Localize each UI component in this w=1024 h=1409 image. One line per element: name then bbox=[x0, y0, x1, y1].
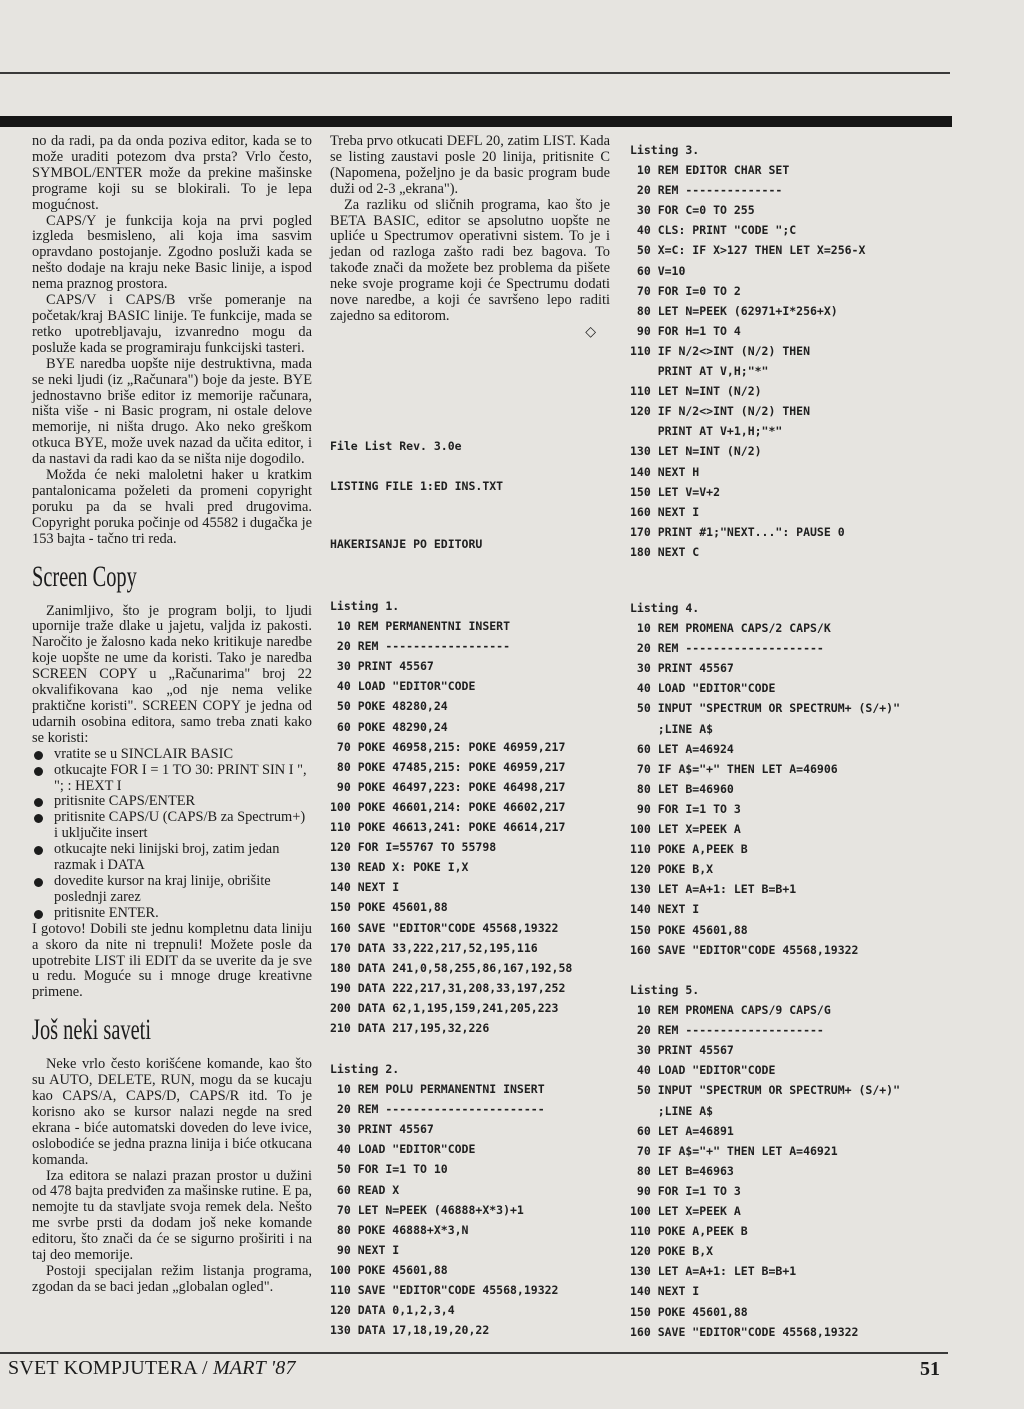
code-line: 130 READ X: POKE I,X bbox=[330, 860, 469, 875]
code-line: 40 LOAD "EDITOR"CODE bbox=[630, 1063, 776, 1078]
code-line: 10 REM EDITOR CHAR SET bbox=[630, 163, 790, 178]
listing-5 bbox=[630, 980, 900, 1342]
code-line: 80 POKE 46888+X*3,N bbox=[330, 1222, 469, 1237]
code-line: 160 SAVE "EDITOR"CODE 45568,19322 bbox=[630, 1324, 859, 1339]
listing-1 bbox=[330, 596, 572, 1038]
code-line: 60 READ X bbox=[330, 1182, 400, 1197]
screen-copy-paragraph: Zanimljivo, što je program bolji, to ljudi upornije traže dlake u jajetu, valjda iz pakosti. Naročito je žalosno kada neko kritikuje naredbe koje uopšte ne ume da koristi. Tako je naredba SCREEN COPY u „Računarima" broj 22 okvalifikovana kao „od nje nema velike praktične koristi". SCREEN COPY je jedna od udarnih osobina editora, samo treba znati kako se koristi: bbox=[32, 602, 312, 746]
list-item: dovedite kursor na kraj linije, obrišite poslednji zarez bbox=[32, 874, 312, 906]
code-line: 180 DATA 241,0,58,255,86,167,192,58 bbox=[330, 960, 573, 975]
listing-1-code bbox=[330, 616, 572, 1038]
listing-5-title: Listing 5. bbox=[630, 983, 700, 997]
hakerisanje-label: HAKERISANJE PO EDITORU bbox=[330, 537, 483, 551]
code-line: 110 POKE A,PEEK B bbox=[630, 842, 748, 857]
code-line: PRINT AT V,H;"*" bbox=[630, 364, 769, 379]
code-line: 130 DATA 17,18,19,20,22 bbox=[330, 1323, 490, 1338]
code-line: 40 LOAD "EDITOR"CODE bbox=[630, 681, 776, 696]
razlika-paragraph: Za razliku od sličnih programa, kao što je BETA BASIC, editor se apsolutno uopšte ne upliće u Spectrumov operativni sistem. To je i jedan od razloga zašto radi bez bagova. To takođe znači da možete bez problema da pišete neke svoje programe koji će Spectrumu dodati nove naredbe, a koji će savršeno lepo raditi zajedno sa editorom. bbox=[330, 196, 610, 324]
defl-paragraph: Treba prvo otkucati DEFL 20, zatim LIST. Kada se listing zaustavi posle 20 linija, pritisnite C (Napomena, poželjno je da basic program bude duži od 2-3 „ekrana"). bbox=[330, 133, 610, 197]
code-line: 100 LET X=PEEK A bbox=[630, 1204, 741, 1219]
listing-2 bbox=[330, 1059, 558, 1340]
issue-date: MART '87 bbox=[212, 1357, 296, 1379]
code-line: 30 PRINT 45567 bbox=[330, 659, 434, 674]
code-line: 10 REM POLU PERMANENTNI INSERT bbox=[330, 1082, 545, 1097]
list-item: otkucajte FOR I = 1 TO 30: PRINT SIN I ", "; : HEXT I bbox=[32, 763, 312, 795]
code-line: 40 CLS: PRINT "CODE ";C bbox=[630, 223, 797, 238]
code-line: 90 FOR I=1 TO 3 bbox=[630, 801, 741, 816]
code-line: 210 DATA 217,195,32,226 bbox=[330, 1020, 490, 1035]
code-line: 170 DATA 33,222,217,52,195,116 bbox=[330, 940, 538, 955]
magazine-name: SVET KOMPJUTERA / bbox=[8, 1357, 213, 1379]
code-line: 120 POKE B,X bbox=[630, 862, 714, 877]
saveti-paragraph-2: Iza editora se nalazi prazan prostor u dužini od 478 bajta predviđen za mašinske rutine. E pa, nemojte tu da stavljate svoja remek dela. Nešto me svrbe prsti da dodam još neke komande editoru, što znači da će se sigurno proširiti i na taj deo memorije. bbox=[32, 1167, 312, 1264]
bye-paragraph: BYE naredba uopšte nije destruktivna, mada se neki ljudi (iz „Računara") boje da jeste. BYE jednostavno briše editor iz memorije računara, ništa više - ni Basic program, ni ostale delove memorije, ni ništa drugo. Ako neko greškom otkuca BYE, može uvek nazad da učita editor, i da nastavi da radi kao da se ništa nije dogodilo. bbox=[32, 355, 312, 468]
code-line: 130 LET A=A+1: LET B=B+1 bbox=[630, 882, 797, 897]
code-line: 40 LOAD "EDITOR"CODE bbox=[330, 1142, 476, 1157]
code-line: 60 POKE 48290,24 bbox=[330, 719, 448, 734]
code-line: 10 REM PERMANENTNI INSERT bbox=[330, 619, 511, 634]
code-line: 120 DATA 0,1,2,3,4 bbox=[330, 1303, 455, 1318]
listing-3-code bbox=[630, 160, 865, 562]
code-line: 140 NEXT I bbox=[630, 1284, 700, 1299]
listing-4-code bbox=[630, 618, 900, 960]
code-line: 140 NEXT H bbox=[630, 464, 700, 479]
saveti-paragraph-3: Postoji specijalan režim listanja programa, zgodan da se baci jedan „globalan ogled". bbox=[32, 1263, 312, 1295]
code-line: 70 FOR I=0 TO 2 bbox=[630, 283, 741, 298]
code-line: 30 PRINT 45567 bbox=[330, 1122, 434, 1137]
code-line: 110 POKE 46613,241: POKE 46614,217 bbox=[330, 820, 566, 835]
file-list-label: File List Rev. 3.0e bbox=[330, 439, 462, 453]
code-line: 150 POKE 45601,88 bbox=[630, 1304, 748, 1319]
code-line: 50 FOR I=1 TO 10 bbox=[330, 1162, 448, 1177]
listing-3-title: Listing 3. bbox=[630, 143, 700, 157]
top-rule bbox=[0, 72, 950, 74]
gotovo-paragraph: I gotovo! Dobili ste jednu kompletnu data liniju a skoro da nite ni trepnuli! Možete posle da upotrebite LIST ili EDIT da se uverite da je sve u redu. Moguće su i mnoge druge kreativne primene. bbox=[32, 920, 312, 1001]
code-line: 80 LET B=46963 bbox=[630, 1163, 734, 1178]
code-line: 70 POKE 46958,215: POKE 46959,217 bbox=[330, 739, 566, 754]
code-line: 140 NEXT I bbox=[330, 880, 400, 895]
code-line: 30 PRINT 45567 bbox=[630, 661, 734, 676]
code-line: 150 POKE 45601,88 bbox=[330, 900, 448, 915]
code-line: 50 INPUT "SPECTRUM OR SPECTRUM+ (S/+)" bbox=[630, 701, 901, 716]
saveti-heading: Još neki saveti bbox=[32, 1013, 151, 1047]
code-line: 120 FOR I=55767 TO 55798 bbox=[330, 840, 497, 855]
column-2 bbox=[330, 133, 610, 1338]
screen-copy-steps bbox=[32, 747, 312, 922]
code-line: 190 DATA 222,217,31,208,33,197,252 bbox=[330, 980, 566, 995]
listing-2-code bbox=[330, 1079, 558, 1340]
code-line: 20 REM -------------- bbox=[630, 183, 783, 198]
code-line: 100 POKE 46601,214: POKE 46602,217 bbox=[330, 799, 566, 814]
caps-y-paragraph: CAPS/Y je funkcija koja na prvi pogled izgleda besmisleno, ali koja ima sasvim opravdano postojanje. Zgodno posluži kada se nešto dodaje na kraju neke Basic linije, a ispod nema praznog prostora. bbox=[32, 212, 312, 293]
end-mark-icon: ◇ bbox=[585, 324, 596, 340]
code-line: 60 V=10 bbox=[630, 263, 686, 278]
list-item: pritisnite ENTER. bbox=[32, 906, 312, 922]
code-line: 90 POKE 46497,223: POKE 46498,217 bbox=[330, 779, 566, 794]
code-line: 160 NEXT I bbox=[630, 504, 700, 519]
code-line: 110 SAVE "EDITOR"CODE 45568,19322 bbox=[330, 1283, 559, 1298]
listing-1-title: Listing 1. bbox=[330, 599, 400, 613]
code-line: 90 FOR I=1 TO 3 bbox=[630, 1183, 741, 1198]
code-line: 80 LET B=46960 bbox=[630, 781, 734, 796]
code-line: 140 NEXT I bbox=[630, 902, 700, 917]
screen-copy-heading: Screen Copy bbox=[32, 559, 137, 593]
code-line: 50 POKE 48280,24 bbox=[330, 699, 448, 714]
code-line: 90 NEXT I bbox=[330, 1242, 400, 1257]
code-line: 10 REM PROMENA CAPS/9 CAPS/G bbox=[630, 1003, 831, 1018]
code-line: 120 IF N/2<>INT (N/2) THEN bbox=[630, 404, 811, 419]
header-bar bbox=[0, 116, 952, 127]
code-line: 20 REM -------------------- bbox=[630, 641, 824, 656]
code-line: 80 POKE 47485,215: POKE 46959,217 bbox=[330, 759, 566, 774]
code-line: 70 IF A$="+" THEN LET A=46906 bbox=[630, 761, 838, 776]
code-line: ;LINE A$ bbox=[630, 721, 714, 736]
list-item: vratite se u SINCLAIR BASIC bbox=[32, 747, 312, 763]
code-line: 80 LET N=PEEK (62971+I*256+X) bbox=[630, 303, 838, 318]
code-line: 130 LET A=A+1: LET B=B+1 bbox=[630, 1264, 797, 1279]
listing-5-code bbox=[630, 1000, 900, 1342]
code-line: 160 SAVE "EDITOR"CODE 45568,19322 bbox=[330, 920, 559, 935]
column-2-prose bbox=[330, 134, 610, 341]
saveti-paragraph-1: Neke vrlo često korišćene komande, kao što su AUTO, DELETE, RUN, mogu da se kucaju kao CAPS/A, CAPS/D, CAPS/R itd. To je korisno ako se kursor nalazi negde na sred ekrana - biće automatski doveden do leve ivice, oslobodiće se jedna prazna linija i biće otkucana komanda. bbox=[32, 1056, 312, 1168]
code-line: 70 LET N=PEEK (46888+X*3)+1 bbox=[330, 1202, 524, 1217]
code-line: 200 DATA 62,1,195,159,241,205,223 bbox=[330, 1000, 559, 1015]
listing-2-title: Listing 2. bbox=[330, 1062, 400, 1076]
code-line: 170 PRINT #1;"NEXT...": PAUSE 0 bbox=[630, 524, 845, 539]
code-line: 20 REM ----------------------- bbox=[330, 1102, 545, 1117]
listing-4 bbox=[630, 598, 900, 960]
list-item: pritisnite CAPS/ENTER bbox=[32, 794, 312, 810]
code-line: 100 LET X=PEEK A bbox=[630, 822, 741, 837]
code-line: 130 LET N=INT (N/2) bbox=[630, 444, 762, 459]
list-item: otkucajte neki linijski broj, zatim jedan razmak i DATA bbox=[32, 842, 312, 874]
code-line: 150 LET V=V+2 bbox=[630, 484, 721, 499]
code-line: 160 SAVE "EDITOR"CODE 45568,19322 bbox=[630, 942, 859, 957]
footer-magazine bbox=[8, 1357, 296, 1380]
code-line: 60 LET A=46891 bbox=[630, 1123, 734, 1138]
code-line: ;LINE A$ bbox=[630, 1103, 714, 1118]
code-line: 90 FOR H=1 TO 4 bbox=[630, 323, 741, 338]
code-line: 110 IF N/2<>INT (N/2) THEN bbox=[630, 343, 811, 358]
code-line: 20 REM -------------------- bbox=[630, 1023, 824, 1038]
code-line: 10 REM PROMENA CAPS/2 CAPS/K bbox=[630, 621, 831, 636]
code-line: 70 IF A$="+" THEN LET A=46921 bbox=[630, 1143, 838, 1158]
code-line: 30 FOR C=0 TO 255 bbox=[630, 203, 755, 218]
footer-rule bbox=[0, 1352, 948, 1354]
code-line: 180 NEXT C bbox=[630, 544, 700, 559]
intro-paragraph: no da radi, pa da onda poziva editor, kada se to može uraditi potezom dva prsta? Vrlo često, SYMBOL/ENTER može da prekine mašinske programe koji su se blokirali. To je lepa mogućnost. bbox=[32, 133, 312, 213]
hacker-paragraph: Možda će neki maloletni haker u kratkim pantalonicama poželeti da promeni copyright poruku pa da se hvali pred drugovima. Copyright poruka počinje od 45582 i dugačka je 153 bajta - tačno tri reda. bbox=[32, 467, 312, 547]
listing-3 bbox=[630, 140, 865, 562]
code-line: 50 X=C: IF X>127 THEN LET X=256-X bbox=[630, 243, 866, 258]
column-1 bbox=[32, 134, 312, 1296]
code-line: 150 POKE 45601,88 bbox=[630, 922, 748, 937]
code-line: 110 POKE A,PEEK B bbox=[630, 1224, 748, 1239]
code-line: 60 LET A=46924 bbox=[630, 741, 734, 756]
listing-4-title: Listing 4. bbox=[630, 601, 700, 615]
code-line: 120 POKE B,X bbox=[630, 1244, 714, 1259]
code-line: 20 REM ------------------ bbox=[330, 639, 511, 654]
code-line: 40 LOAD "EDITOR"CODE bbox=[330, 679, 476, 694]
code-line: 30 PRINT 45567 bbox=[630, 1043, 734, 1058]
page-number: 51 bbox=[920, 1358, 940, 1380]
caps-v-paragraph: CAPS/V i CAPS/B vrše pomeranje na početak/kraj BASIC linije. Te funkcije, mada se retko upotrebljavaju, izvanredno mogu da posluže kada se programiraju funkcijski tasteri. bbox=[32, 292, 312, 356]
listing-file-label: LISTING FILE 1:ED INS.TXT bbox=[330, 479, 504, 493]
code-line: 110 LET N=INT (N/2) bbox=[630, 384, 762, 399]
code-line: 50 INPUT "SPECTRUM OR SPECTRUM+ (S/+)" bbox=[630, 1083, 901, 1098]
list-item: pritisnite CAPS/U (CAPS/B za Spectrum+) i uključite insert bbox=[32, 810, 312, 842]
code-line: PRINT AT V+1,H;"*" bbox=[630, 424, 783, 439]
code-line: 100 POKE 45601,88 bbox=[330, 1262, 448, 1277]
